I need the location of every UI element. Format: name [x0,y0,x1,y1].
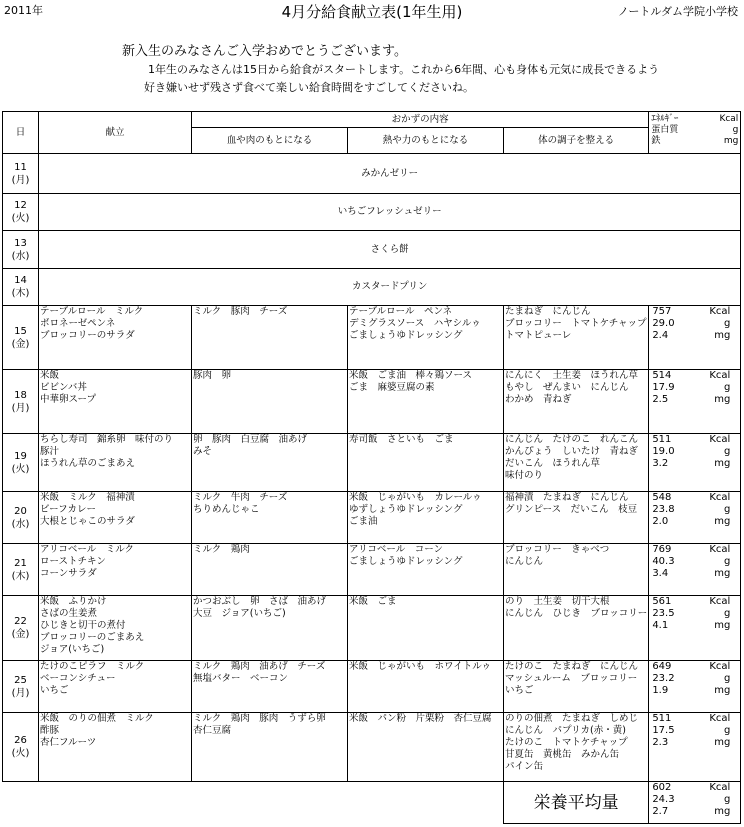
iron-unit: mg [714,394,731,405]
blood-cell-line: 杏仁豆腐 [193,725,232,736]
blood-cell [192,713,348,782]
kcal-row [652,544,739,556]
body-cell-line: わかめ 青ねぎ [505,394,572,405]
blood-cell-line: かつおぶし 卵 さば 油あげ [193,596,327,607]
energy-cell-line: 米飯 ごま [349,596,397,607]
nutrition-cell [649,661,741,713]
energy-cell-line: 寿司飯 さといも ごま [349,434,454,445]
menu-cell-line: ビーフカレー [40,504,97,515]
nutrition-cell [649,370,741,434]
menu-table [2,111,741,824]
day-cell [3,370,39,434]
snack-item: さくら餅 [39,231,741,269]
iron-unit: mg [714,806,731,817]
body-cell-line: たけのこ トマトケチャップ [505,737,628,748]
meal-row [3,661,741,713]
body-cell-line: かんぴょう しいたけ 青ねぎ [505,446,639,457]
header-blood: 血や肉のもとになる [192,128,348,154]
menu-cell [39,596,192,661]
day-number: 21 [14,557,27,569]
energy-cell [348,306,504,370]
header-energy: ｴﾈﾙｷﾞｰ [651,114,679,124]
kcal-row [652,306,739,318]
day-weekday: (金) [11,338,30,350]
menu-cell-line: ビビンバ丼 [40,382,87,393]
average-row [3,782,741,824]
iron-value: 4.1 [652,620,669,631]
day-cell [3,306,39,370]
blood-cell [192,434,348,492]
day-number: 15 [14,325,27,337]
menu-cell-line: アリコベール ミルク [40,544,135,555]
iron-unit: mg [714,330,731,341]
iron-value: 2.7 [652,806,669,817]
menu-cell [39,661,192,713]
energy-cell-line: ごま油 [349,516,378,527]
iron-value: 3.4 [652,568,669,579]
blood-cell-line: 卵 豚肉 白豆腐 油あげ [193,434,308,445]
day-cell [3,544,39,596]
kcal-value: 511 [652,434,672,445]
blood-cell-line: みそ [193,446,213,457]
body-cell [504,434,649,492]
energy-cell [348,596,504,661]
iron-row [652,620,739,632]
day-weekday: (月) [11,174,30,186]
header-energy-unit: Kcal [719,114,739,124]
energy-cell-line: アリコベール コーン [349,544,444,555]
kcal-value: 514 [652,370,672,381]
body-cell-line: 甘夏缶 黄桃缶 みかん缶 [505,749,620,760]
menu-cell-line: ジョア(いちご) [40,644,105,655]
protein-row [652,725,739,737]
body-cell-line: のり 土生姜 切干大根 [505,596,610,607]
kcal-row [652,713,739,725]
body-cell-line: いちご [505,685,534,696]
kcal-unit: Kcal [709,544,731,555]
energy-cell-line: 米飯 パン粉 片栗粉 杏仁豆腐 [349,713,492,724]
day-cell [3,661,39,713]
body-cell-line: のりの佃煮 たまねぎ しめじ [505,713,639,724]
year-label: 2011年 [4,4,43,17]
header-day: 日 [3,112,39,154]
protein-unit: g [723,673,731,684]
protein-value: 29.0 [652,318,675,329]
body-cell [504,596,649,661]
kcal-unit: Kcal [709,306,731,317]
body-cell-line: 福神漬 たまねぎ にんじん [505,492,629,503]
kcal-unit: Kcal [709,370,731,381]
body-cell-line: トマトピューレ [505,330,572,341]
day-number: 14 [14,275,27,286]
meal-row [3,596,741,661]
greeting-line-2: 1年生のみなさんは15日から給食がスタートします。これから6年間、心も身体も元気に成長できるよう [148,63,660,76]
energy-cell [348,544,504,596]
body-cell-line: グリンピース だいこん 枝豆 [505,504,638,515]
kcal-unit: Kcal [709,661,731,672]
menu-cell-line: ボロネーゼペンネ [40,318,116,329]
menu-cell [39,713,192,782]
iron-unit: mg [714,568,731,579]
kcal-unit: Kcal [709,596,731,607]
nutrition-cell [649,434,741,492]
body-cell [504,370,649,434]
day-cell [3,154,39,194]
day-weekday: (水) [11,518,30,530]
iron-row [652,806,739,818]
energy-cell-line: テーブルロール ペンネ [349,306,453,317]
day-cell [3,492,39,544]
menu-cell [39,306,192,370]
meal-row [3,713,741,782]
body-cell [504,661,649,713]
header-energy-food: 熱や力のもとになる [348,128,504,154]
blood-cell-line: ミルク 鶏肉 豚肉 うずら卵 [193,713,326,724]
menu-cell-line: いちご [40,685,69,696]
iron-unit: mg [714,516,731,527]
header-protein: 蛋白質 [651,125,679,135]
header-ingredients: おかずの内容 [192,112,649,128]
protein-unit: g [723,794,731,805]
energy-cell-line: 米飯 じゃがいも カレールゥ [349,492,482,503]
energy-cell-line: 米飯 じゃがいも ホワイトルゥ [349,661,492,672]
body-cell [504,492,649,544]
menu-cell-line: テーブルロール ミルク [40,306,144,317]
menu-cell-line: 米飯 ふりかけ [40,596,107,607]
blood-cell-line: ちりめんじゃこ [193,504,260,515]
snack-row [3,231,741,269]
nutrition-cell [649,306,741,370]
day-weekday: (火) [11,463,30,475]
iron-unit: mg [714,685,731,696]
meal-row [3,492,741,544]
greeting-line-3: 好き嫌いせず残さず食べて楽しい給食時間をすごしてくださいね。 [144,81,474,94]
iron-value: 2.0 [652,516,669,527]
greeting-line-1: 新入生のみなさんご入学おめでとうございます。 [122,44,407,59]
iron-unit: mg [714,620,731,631]
blood-cell-line: ミルク 鶏肉 油あげ チーズ [193,661,326,672]
energy-cell [348,370,504,434]
average-nutrition [649,782,741,824]
iron-row [652,394,739,406]
day-number: 25 [14,674,27,686]
kcal-unit: Kcal [709,782,731,793]
meal-row [3,544,741,596]
kcal-value: 757 [652,306,672,317]
day-number: 11 [14,161,27,173]
kcal-unit: Kcal [709,713,731,724]
protein-row [652,318,739,330]
day-weekday: (木) [11,288,30,299]
kcal-row [652,661,739,673]
kcal-row [652,434,739,446]
body-cell-line: もやし ぜんまい にんじん [505,382,629,393]
blood-cell [192,661,348,713]
average-label: 栄養平均量 [504,782,649,824]
kcal-unit: Kcal [709,492,731,503]
body-cell-line: にんにく 土生姜 ほうれん草 [505,370,639,381]
header-body: 体の調子を整える [504,128,649,154]
snack-row [3,194,741,231]
day-number: 26 [14,735,27,746]
body-cell-line: にんじん [505,556,544,567]
menu-cell [39,492,192,544]
protein-value: 23.2 [652,673,675,684]
body-cell-line: だいこん ほうれん草 [505,458,601,469]
header-menu: 献立 [39,112,192,154]
menu-table-body [3,154,741,824]
protein-value: 17.9 [652,382,675,393]
page-title: 4月分給食献立表(1年生用) [281,3,463,21]
snack-row [3,154,741,194]
energy-cell [348,434,504,492]
kcal-value: 769 [652,544,672,555]
body-cell-line: たけのこ たまねぎ にんじん [505,661,639,672]
kcal-unit: Kcal [709,434,731,445]
protein-unit: g [723,725,731,736]
snack-item: みかんゼリー [39,154,741,194]
body-cell [504,713,649,782]
blood-cell [192,492,348,544]
menu-cell-line: さばの生姜煮 [40,608,98,619]
day-number: 19 [14,450,27,462]
menu-cell-line: ちらし寿司 錦糸卵 味付のり [40,434,174,445]
energy-cell [348,661,504,713]
blood-cell-line: ミルク 豚肉 チーズ [193,306,288,317]
menu-cell [39,544,192,596]
kcal-row [652,596,739,608]
protein-row [652,608,739,620]
protein-unit: g [723,608,731,619]
menu-cell-line: たけのこピラフ ミルク [40,661,145,672]
body-cell-line: 味付のり [505,470,544,481]
energy-cell-line: 米飯 ごま油 棒々鶏ソース [349,370,473,381]
day-cell [3,596,39,661]
body-cell [504,544,649,596]
average-blank [3,782,504,824]
menu-cell-line: ブロッコリーのサラダ [40,330,135,341]
protein-unit: g [723,318,731,329]
menu-cell-line: コーンサラダ [40,568,97,579]
body-cell-line: ブロッコリー きゃべつ [505,544,610,555]
iron-row [652,516,739,528]
kcal-value: 548 [652,492,672,503]
snack-row [3,269,741,306]
day-weekday: (月) [11,687,30,699]
body-cell-line: にんじん パプリカ(赤・黄) [505,725,626,736]
menu-cell-line: 豚汁 [40,446,60,457]
header-nutrition [649,112,741,154]
blood-cell [192,544,348,596]
day-weekday: (火) [11,748,30,759]
blood-cell-line: 豚肉 卵 [193,370,232,381]
day-weekday: (月) [11,402,30,414]
kcal-value: 602 [652,782,672,793]
energy-cell-line: ごま 麻婆豆腐の素 [349,382,435,393]
iron-value: 3.2 [652,458,669,469]
school-name: ノートルダム学院小学校 [617,5,738,18]
nutrition-cell [649,596,741,661]
menu-cell-line: ひじきと切干の煮付 [40,620,126,631]
menu-cell-line: ほうれん草のごまあえ [40,458,136,469]
day-cell [3,194,39,231]
kcal-value: 649 [652,661,672,672]
menu-cell-line: ブロッコリーのごまあえ [40,632,145,643]
blood-cell [192,370,348,434]
protein-value: 17.5 [652,725,675,736]
blood-cell-line: 大豆 ジョア(いちご) [193,608,286,619]
kcal-value: 561 [652,596,672,607]
menu-cell-line: 中華卵スープ [40,394,97,405]
menu-cell [39,434,192,492]
snack-item: いちごフレッシュゼリー [39,194,741,231]
nutrition-cell [649,544,741,596]
kcal-row [652,782,739,794]
header-iron: 鉄 [651,136,661,146]
iron-value: 2.5 [652,394,669,405]
protein-unit: g [723,556,731,567]
day-number: 20 [14,505,27,517]
iron-unit: mg [714,458,731,469]
menu-cell-line: 杏仁フルーツ [40,737,97,748]
menu-cell-line: ローストチキン [40,556,106,567]
day-weekday: (金) [11,629,30,640]
menu-cell-line: 米飯 [40,370,60,381]
nutrition-cell [649,492,741,544]
body-cell-line: パイン缶 [505,761,544,772]
body-cell-line: マッシュルーム ブロッコリー [505,673,638,684]
iron-unit: mg [714,737,731,748]
day-number: 13 [14,237,27,249]
body-cell-line: にんじん ひじき ブロッコリー [505,608,648,619]
protein-row [652,446,739,458]
protein-row [652,673,739,685]
blood-cell [192,306,348,370]
blood-cell-line: 無塩バター ベーコン [193,673,289,684]
protein-row [652,556,739,568]
iron-row [652,330,739,342]
energy-cell [348,492,504,544]
protein-unit: g [723,382,731,393]
blood-cell-line: ミルク 鶏肉 [193,544,250,555]
day-cell [3,269,39,306]
menu-cell-line: 大根とじゃこのサラダ [40,516,135,527]
body-cell-line: にんじん たけのこ れんこん [505,434,639,445]
kcal-row [652,370,739,382]
day-weekday: (水) [11,250,30,262]
menu-cell [39,370,192,434]
snack-item: カスタードプリン [39,269,741,306]
menu-cell-line: 米飯 のりの佃煮 ミルク [40,713,154,724]
meal-row [3,370,741,434]
protein-row [652,382,739,394]
protein-value: 24.3 [652,794,675,805]
menu-cell-line: 酢豚 [40,725,60,736]
blood-cell [192,596,348,661]
protein-value: 40.3 [652,556,675,567]
energy-cell-line: ゆずしょうゆドレッシング [349,504,463,515]
body-cell-line: たまねぎ にんじん [505,306,591,317]
iron-value: 2.4 [652,330,669,341]
iron-row [652,458,739,470]
iron-value: 1.9 [652,685,669,696]
protein-row [652,794,739,806]
protein-value: 23.5 [652,608,675,619]
iron-row [652,685,739,697]
kcal-value: 511 [652,713,672,724]
menu-cell-line: ベーコンシチュー [40,673,116,684]
protein-row [652,504,739,516]
day-cell [3,231,39,269]
day-cell [3,713,39,782]
protein-unit: g [723,446,731,457]
header-iron-unit: mg [723,136,739,146]
energy-cell [348,713,504,782]
day-number: 18 [14,389,27,401]
body-cell-line: ブロッコリー トマトケチャップ [505,318,647,329]
body-cell [504,306,649,370]
energy-cell-line: ごましょうゆドレッシング [349,330,463,341]
energy-cell-line: ごましょうゆドレッシング [349,556,463,567]
day-cell [3,434,39,492]
header-protein-unit: g [732,125,739,135]
menu-cell-line: 米飯 ミルク 福神漬 [40,492,135,503]
protein-value: 23.8 [652,504,675,515]
day-number: 12 [14,200,27,211]
protein-value: 19.0 [652,446,675,457]
energy-cell-line: デミグラスソース ハヤシルゥ [349,318,481,329]
nutrition-cell [649,713,741,782]
iron-value: 2.3 [652,737,669,748]
protein-unit: g [723,504,731,515]
day-weekday: (木) [11,570,30,582]
iron-row [652,737,739,749]
kcal-row [652,492,739,504]
day-number: 22 [14,616,27,627]
day-weekday: (火) [11,213,30,224]
iron-row [652,568,739,580]
meal-row [3,306,741,370]
blood-cell-line: ミルク 牛肉 チーズ [193,492,288,503]
meal-row [3,434,741,492]
